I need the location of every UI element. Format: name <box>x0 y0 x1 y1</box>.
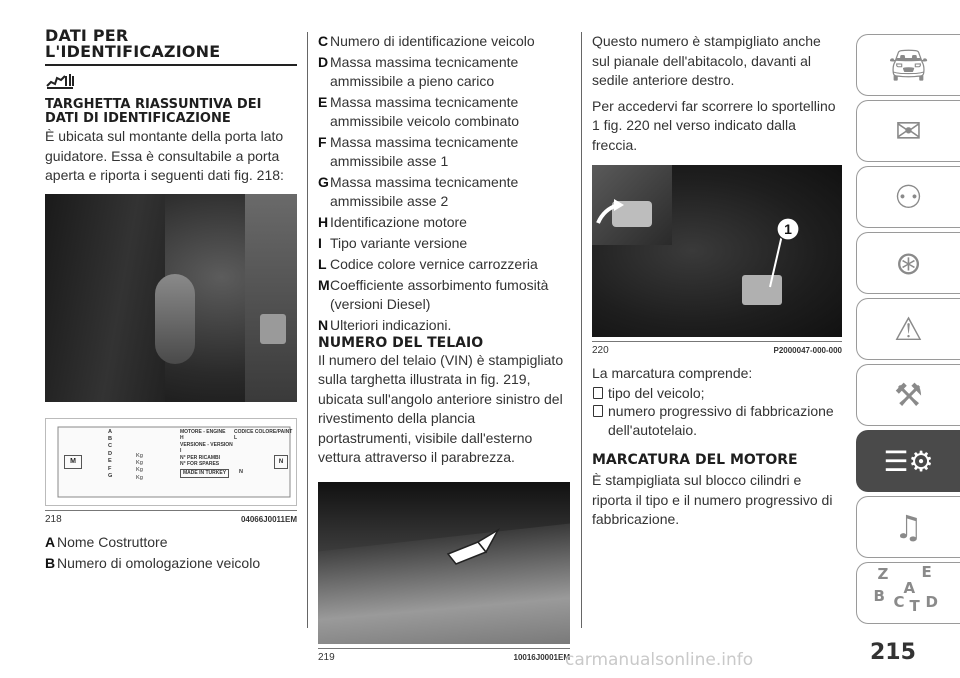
figure-caption <box>318 648 570 663</box>
model-variant-icon <box>45 72 297 94</box>
column-1 <box>45 28 297 575</box>
plate-spare2-label: N° FOR SPARES <box>180 461 220 468</box>
legend-key: D <box>318 54 329 70</box>
legend-key: C <box>318 33 329 49</box>
index-icon <box>873 563 944 619</box>
plate-letter: D <box>108 450 113 457</box>
plate-m-box: M <box>64 455 82 469</box>
callout-number: 1 <box>784 221 792 237</box>
index-letter: E <box>921 563 932 581</box>
legend-text: Numero di omologazione veicolo <box>57 554 261 571</box>
legend-key: N <box>318 317 329 333</box>
figure-number: 218 <box>45 513 62 525</box>
plate-made-label: MADE IN TURKEY <box>180 469 229 478</box>
plate-letter-column <box>108 429 112 481</box>
legend-item <box>318 276 570 314</box>
intro-paragraph: È ubicata sul montante della porta lato guidatore. Essa è consultabile a porta aperta e riporta i seguenti dati fig. 218: <box>45 128 284 183</box>
plate-h-label: H <box>180 435 184 442</box>
figure-code: P2000047-000-000 <box>773 346 842 355</box>
index-letter: T <box>909 597 920 615</box>
legend-key: F <box>318 134 327 150</box>
index-letter: A <box>903 579 916 597</box>
plate-n-box: N <box>274 455 288 469</box>
page-number: 215 <box>870 640 916 665</box>
legend-key: H <box>318 214 329 230</box>
plate-letter: B <box>108 435 113 442</box>
index-letter: Z <box>877 565 889 583</box>
plate-letter: G <box>108 472 113 479</box>
plate-i-label: I <box>180 448 182 455</box>
legend-item <box>318 255 570 274</box>
bullet-item <box>592 402 842 439</box>
legend-text: Massa massima tecnicamente ammissibile veicolo combinato <box>330 94 520 129</box>
legend-text: Nome Costruttore <box>57 533 168 550</box>
column-divider <box>307 32 308 628</box>
title-rule <box>45 64 297 66</box>
plate-kg: Kg <box>136 452 143 459</box>
legend-key: G <box>318 174 329 190</box>
legend-text: Tipo variante versione <box>330 235 468 251</box>
chapter-tab-warning-lights[interactable] <box>856 100 960 162</box>
chapter-tab-technical-data[interactable] <box>856 430 960 492</box>
section-heading: MARCATURA DEL MOTORE <box>592 452 798 468</box>
legend-text: Identificazione motore <box>330 214 467 230</box>
legend-item <box>318 93 570 131</box>
technical-data-icon: ☰⚙ <box>883 444 934 478</box>
legend-text: Coefficiente assorbimento fumosità (versioni Diesel) <box>330 277 549 312</box>
legend-key: I <box>318 235 322 251</box>
figure-code: 10016J0001EM <box>513 652 570 662</box>
legend-item <box>318 133 570 171</box>
plate-spare-label: N° PER RICAMBI <box>180 454 221 461</box>
column-2 <box>318 32 570 671</box>
section-heading: NUMERO DEL TELAIO <box>318 335 484 351</box>
id-plate-illustration <box>45 418 297 506</box>
legend-item <box>318 173 570 211</box>
safety-icon: ⚇ <box>894 178 923 216</box>
legend-list <box>318 32 570 335</box>
windshield-vin-photo <box>318 482 570 644</box>
plate-version-label: VERSIONE - VERSION <box>180 441 233 448</box>
legend-text: Massa massima tecnicamente ammissibile asse 1 <box>330 134 519 169</box>
section-heading: TARGHETTA RIASSUNTIVA DEI DATI DI IDENTIFICAZIONE <box>45 97 262 126</box>
plate-paint-label: CODICE COLORE/PAINT <box>234 428 293 435</box>
legend-text: Codice colore vernice carrozzeria <box>330 256 538 272</box>
legend-item <box>318 316 570 335</box>
plate-n-label: N <box>239 468 243 475</box>
legend-key: E <box>318 94 328 110</box>
index-letter: C <box>893 593 905 611</box>
legend-item <box>45 554 297 573</box>
index-letter: D <box>925 593 938 611</box>
bullet-item <box>592 384 842 403</box>
plate-kg: Kg <box>136 459 143 466</box>
marking-intro: La marcatura comprende: <box>592 365 753 381</box>
page-title: DATI PER L'IDENTIFICAZIONE <box>45 26 221 61</box>
figure-caption <box>592 341 842 356</box>
maintenance-icon: ⚒ <box>894 376 923 414</box>
legend-key: A <box>45 533 56 550</box>
bullet-text: numero progressivo di fabbricazione dell'autotelaio. <box>608 403 834 438</box>
bullet-box-icon <box>593 387 603 399</box>
figure-code: 04066J0011EM <box>240 514 297 524</box>
plate-kg: Kg <box>136 474 143 481</box>
legend-item <box>45 533 297 552</box>
warning-lights-icon: ✉ <box>895 112 922 150</box>
plate-letter: A <box>108 428 113 435</box>
emergency-icon: ⚠ <box>894 310 923 348</box>
legend-item <box>318 213 570 232</box>
multimedia-icon: ♫ <box>894 508 923 546</box>
legend-text: Massa massima tecnicamente ammissibile asse 2 <box>330 174 519 209</box>
legend-key: B <box>45 554 56 571</box>
vin-paragraph: Il numero del telaio (VIN) è stampigliato sulla targhetta illustrata in fig. 219, ubicata sull'angolo anteriore sinistro del rivestimento della plancia portastrumenti, visibile dall'esterno vettura attraverso il parabrezza. <box>318 351 564 465</box>
legend-key: M <box>318 277 330 293</box>
legend-key: L <box>318 256 327 272</box>
floor-flap-photo <box>592 165 842 337</box>
plate-kg-column <box>136 453 143 483</box>
bullet-list <box>592 384 842 440</box>
legend-text: Numero di identificazione veicolo <box>330 33 535 49</box>
bullet-text: tipo del veicolo; <box>608 384 705 401</box>
chapter-tab-car-info[interactable] <box>856 34 960 96</box>
plate-kg: Kg <box>136 467 143 474</box>
legend-list <box>45 533 297 573</box>
legend-text: Massa massima tecnicamente ammissibile a pieno carico <box>330 54 519 89</box>
legend-item <box>318 32 570 51</box>
column-3 <box>592 32 842 530</box>
bullet-box-icon <box>593 405 603 417</box>
floor-vin-paragraph: Questo numero è stampigliato anche sul pianale dell'abitacolo, davanti al sedile anteriore destro. <box>592 33 821 88</box>
plate-letter: F <box>108 465 112 472</box>
chapter-tab-starting-driving[interactable] <box>856 232 960 294</box>
chapter-tab-safety[interactable] <box>856 166 960 228</box>
access-paragraph: Per accedervi far scorrere lo sportellino 1 fig. 220 nel verso indicato dalla freccia. <box>592 97 836 153</box>
door-pillar-photo <box>45 194 297 402</box>
chapter-tab-multimedia[interactable] <box>856 496 960 558</box>
engine-marking-paragraph: È stampigliata sul blocco cilindri e riporta il tipo e il numero progressivo di fabbricazione. <box>592 472 833 527</box>
figure-number: 219 <box>318 651 335 663</box>
legend-text: Ulteriori indicazioni. <box>330 317 452 333</box>
plate-letter: E <box>108 458 112 465</box>
car-info-icon: 🚘︎ <box>888 46 929 84</box>
legend-item <box>318 53 570 91</box>
figure-number: 220 <box>592 345 609 356</box>
starting-driving-icon: ⊛ <box>895 244 922 282</box>
watermark: carmanualsonline.info <box>565 650 754 670</box>
chapter-tab-maintenance[interactable] <box>856 364 960 426</box>
figure-caption <box>45 510 297 525</box>
column-divider <box>581 32 582 628</box>
plate-l-label: L <box>234 435 238 442</box>
index-letter: B <box>873 587 885 605</box>
chapter-tab-emergency[interactable] <box>856 298 960 360</box>
legend-item <box>318 234 570 253</box>
plate-engine-label: MOTORE - ENGINE <box>180 428 226 435</box>
plate-letter: C <box>108 443 113 450</box>
chapter-tab-index[interactable] <box>856 562 960 624</box>
